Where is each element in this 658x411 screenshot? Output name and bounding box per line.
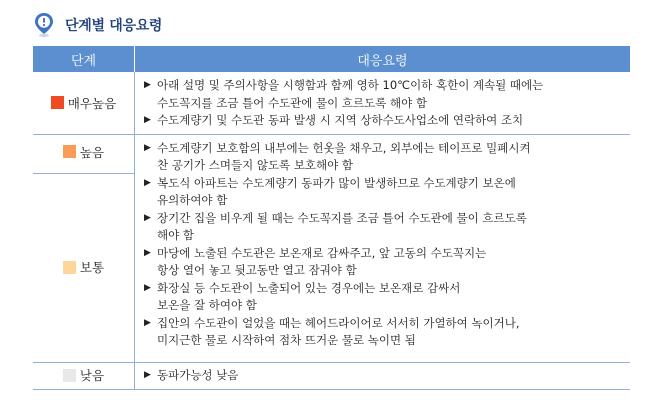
header-action: 대응요령 bbox=[135, 46, 631, 72]
table-row bbox=[33, 134, 630, 173]
table-row bbox=[33, 362, 630, 389]
level-label: 낮음 bbox=[79, 368, 105, 384]
triangle-right-icon: ▶ bbox=[144, 80, 151, 90]
level-swatch bbox=[63, 261, 76, 274]
action-line: 미지근한 물로 시작하여 점차 뜨거운 물로 녹이면 됨 bbox=[157, 333, 416, 347]
triangle-right-icon: ▶ bbox=[144, 247, 151, 258]
exclamation-pin-icon bbox=[33, 12, 55, 38]
list-item bbox=[144, 210, 630, 245]
action-line: 동파가능성 낮음 bbox=[157, 367, 239, 382]
table-row bbox=[33, 72, 630, 134]
action-line: 보온을 잘 하여야 함 bbox=[157, 298, 257, 312]
level-label: 매우높음 bbox=[67, 95, 117, 111]
triangle-right-icon: ▶ bbox=[144, 317, 151, 328]
header-level: 단계 bbox=[33, 46, 135, 72]
action-line: 찬 공기가 스며들지 않도록 보호해야 함 bbox=[157, 158, 354, 172]
list-item bbox=[144, 280, 630, 315]
action-line: 수도꼭지를 조금 틀어 수도관에 물이 흐르도록 해야 함 bbox=[157, 95, 427, 110]
table-header-row bbox=[33, 46, 630, 72]
action-line: 해야 함 bbox=[157, 228, 194, 242]
triangle-right-icon: ▶ bbox=[144, 115, 151, 125]
triangle-right-icon: ▶ bbox=[144, 282, 151, 293]
level-cell bbox=[33, 173, 135, 362]
level-swatch bbox=[63, 145, 76, 158]
triangle-right-icon: ▶ bbox=[144, 369, 151, 380]
level-label: 보통 bbox=[79, 260, 105, 276]
action-cell bbox=[135, 134, 631, 362]
level-cell bbox=[33, 362, 135, 389]
response-table bbox=[33, 46, 630, 390]
level-label: 높음 bbox=[79, 144, 105, 160]
list-item bbox=[144, 315, 630, 350]
level-swatch bbox=[51, 96, 64, 109]
action-line: 수도계량기 및 수도관 동파 발생 시 지역 상하수도사업소에 연락하여 조치 bbox=[157, 113, 524, 127]
level-cell bbox=[33, 134, 135, 173]
triangle-right-icon: ▶ bbox=[144, 212, 151, 223]
list-item bbox=[144, 175, 630, 210]
action-line: 집안의 수도관이 얼었을 때는 헤어드라이어로 서서히 가열하여 녹이거나, bbox=[157, 315, 520, 330]
action-line: 마당에 노출된 수도관은 보온재로 감싸주고, 앞 고동의 수도꼭지는 bbox=[157, 245, 487, 260]
triangle-right-icon: ▶ bbox=[144, 142, 151, 153]
action-line: 수도계량기 보호함의 내부에는 헌옷을 채우고, 외부에는 테이프로 밀폐시켜 bbox=[157, 140, 531, 155]
action-line: 항상 열어 놓고 뒷고동만 열고 잠궈야 함 bbox=[157, 263, 357, 277]
action-line: 화장실 등 수도관이 노출되어 있는 경우에는 보온재로 감싸서 bbox=[157, 280, 461, 295]
action-line: 아래 설명 및 주의사항을 시행함과 함께 영하 10℃이하 혹한이 계속될 때에는 bbox=[157, 78, 544, 92]
section-header bbox=[33, 10, 162, 40]
action-line: 복도식 아파트는 수도계량기 동파가 많이 발생하므로 수도계량기 보온에 bbox=[157, 175, 516, 190]
action-line: 유의하여야 함 bbox=[157, 193, 228, 207]
level-cell bbox=[33, 72, 135, 134]
action-cell bbox=[135, 362, 631, 389]
action-cell bbox=[135, 72, 631, 134]
list-item bbox=[144, 367, 630, 385]
page-title: 단계별 대응요령 bbox=[65, 18, 163, 34]
action-line: 장기간 집을 비우게 될 때는 수도꼭지를 조금 틀어 수도관에 물이 흐르도록 bbox=[157, 210, 527, 225]
list-item bbox=[144, 112, 630, 130]
triangle-right-icon: ▶ bbox=[144, 177, 151, 188]
list-item bbox=[144, 77, 630, 112]
list-item bbox=[144, 245, 630, 280]
list-item bbox=[144, 140, 630, 175]
level-swatch bbox=[63, 369, 76, 382]
